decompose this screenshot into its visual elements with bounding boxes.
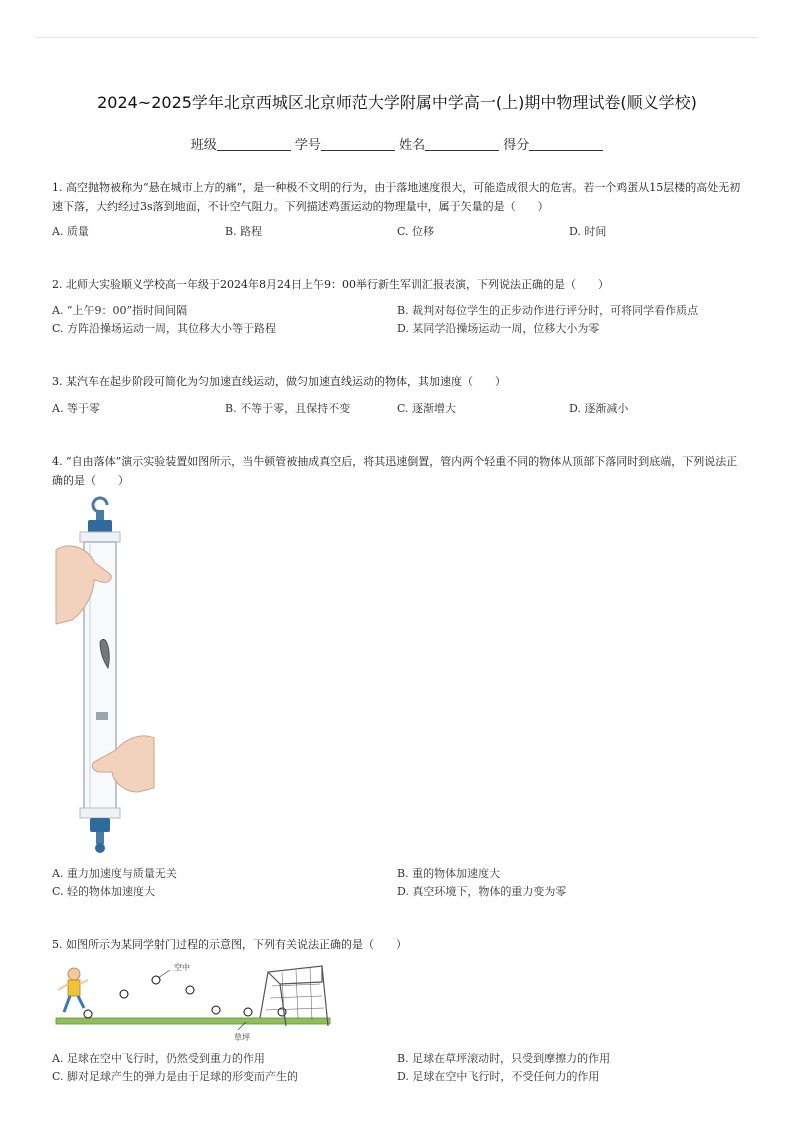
question-4 — [52, 452, 742, 490]
score-blank[interactable] — [529, 138, 603, 151]
option-c: C. 方阵沿操场运动一周，其位移大小等于路程 — [52, 322, 277, 335]
class-label: 班级 — [190, 138, 217, 153]
option-a: A. 足球在空中飞行时，仍然受到重力的作用 — [52, 1052, 265, 1065]
option-d: D. 真空环境下，物体的重力变为零 — [397, 885, 567, 898]
id-label: 学号 — [294, 138, 321, 153]
question-5 — [52, 935, 742, 954]
option-d: D. 时间 — [569, 225, 607, 238]
option-a: A. “上午9：00”指时间间隔 — [52, 304, 188, 317]
student-info-line — [0, 134, 794, 153]
option-a: A. 质量 — [52, 225, 89, 238]
goal-net — [260, 966, 328, 1026]
air-label: 空中 — [174, 963, 190, 972]
class-blank[interactable] — [217, 138, 291, 151]
option-b: B. 裁判对每位学生的正步动作进行评分时，可将同学看作质点 — [397, 304, 699, 317]
question-2 — [52, 275, 742, 294]
id-blank[interactable] — [321, 138, 395, 151]
soccer-kick-figure — [50, 956, 340, 1042]
option-d: D. 逐渐减小 — [569, 402, 629, 415]
option-c: C. 脚对足球产生的弹力是由于足球的形变而产生的 — [52, 1070, 299, 1083]
option-c: C. 轻的物体加速度大 — [52, 885, 156, 898]
question-1 — [52, 178, 742, 216]
grass-label: 草坪 — [234, 1033, 250, 1042]
score-label: 得分 — [503, 138, 530, 153]
question-3 — [52, 372, 742, 391]
name-label: 姓名 — [399, 138, 426, 153]
name-blank[interactable] — [425, 138, 499, 151]
option-d: D. 足球在空中飞行时，不受任何力的作用 — [397, 1070, 600, 1083]
question-stem: 1. 高空抛物被称为“悬在城市上方的痛”，是一种极不文明的行为，由于落地速度很大，可能造成很大的危害。若一个鸡蛋从15层楼的高处无初速下落，大约经过3s落到地面，不计空气阻力。下列描述鸡蛋运动的物理量中，属于矢量的是（ ） — [52, 181, 741, 213]
ball-positions — [84, 976, 286, 1018]
option-b: B. 足球在草坪滚动时，只受到摩擦力的作用 — [397, 1052, 611, 1065]
option-a: A. 重力加速度与质量无关 — [52, 867, 177, 880]
question-stem: 4. “自由落体”演示实验装置如图所示，当牛顿管被抽成真空后，将其迅速倒置，管内两个轻重不同的物体从顶部下落同时到底端，下列说法正确的是（ ） — [52, 455, 738, 487]
option-a: A. 等于零 — [52, 402, 100, 415]
option-b: B. 路程 — [225, 225, 263, 238]
question-stem: 5. 如图所示为某同学射门过程的示意图，下列有关说法正确的是（ ） — [52, 938, 407, 951]
header-divider — [36, 37, 758, 38]
option-c: C. 位移 — [397, 225, 435, 238]
newton-tube-figure — [50, 492, 160, 860]
option-c: C. 逐渐增大 — [397, 402, 457, 415]
question-stem: 2. 北师大实验顺义学校高一年级于2024年8月24日上午9：00举行新生军训汇报表演，下列说法正确的是（ ） — [52, 278, 609, 291]
option-d: D. 某同学沿操场运动一周，位移大小为零 — [397, 322, 600, 335]
page-title: 2024~2025学年北京西城区北京师范大学附属中学高一(上)期中物理试卷(顺义学校) — [97, 93, 697, 112]
question-stem: 3. 某汽车在起步阶段可简化为匀加速直线运动，做匀加速直线运动的物体，其加速度（ ） — [52, 375, 506, 388]
option-b: B. 不等于零，且保持不变 — [225, 402, 351, 415]
option-b: B. 重的物体加速度大 — [397, 867, 501, 880]
